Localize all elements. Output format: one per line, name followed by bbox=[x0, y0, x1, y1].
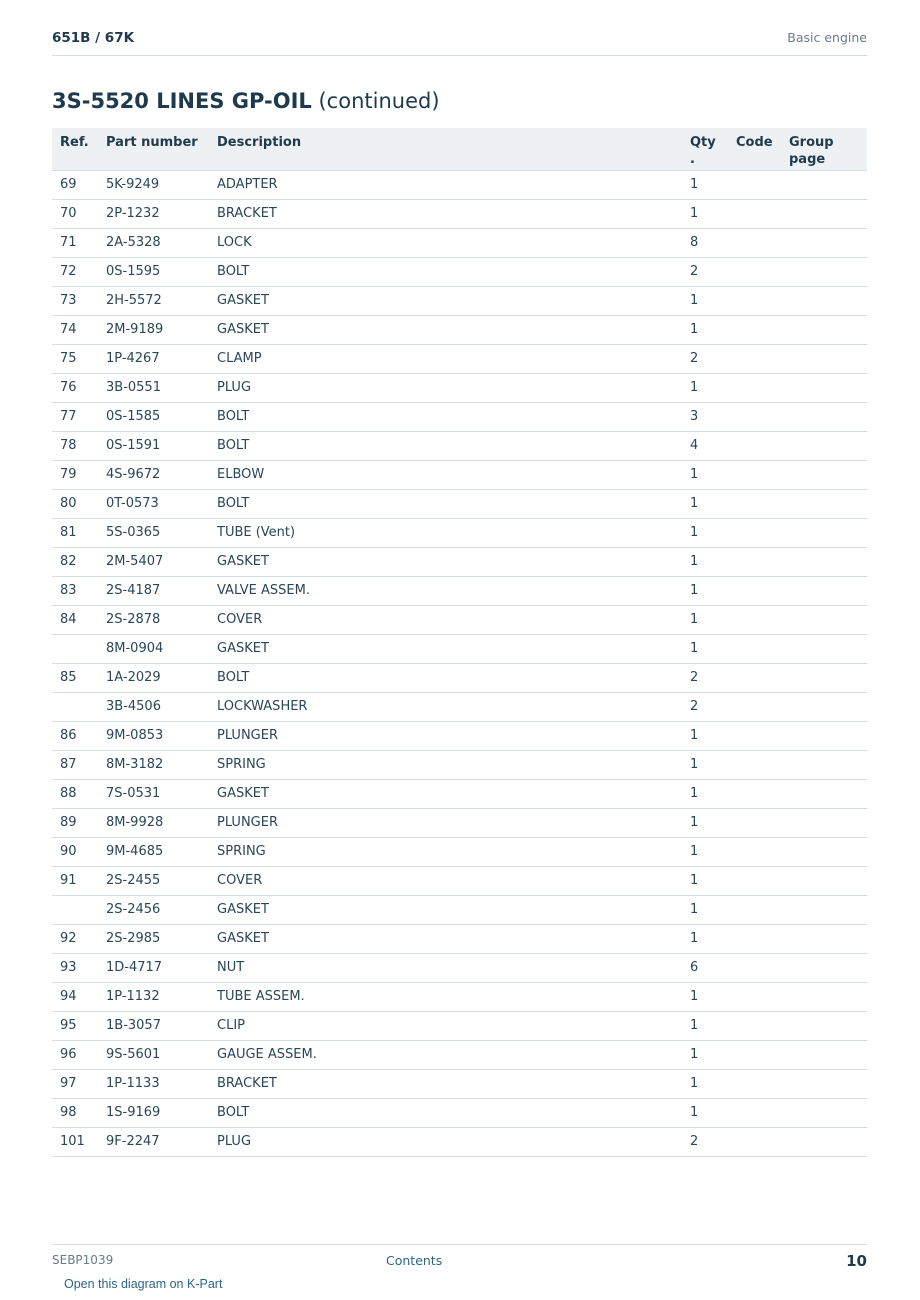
cell-part-number: 9M-0853 bbox=[98, 721, 209, 750]
cell-qty: 1 bbox=[682, 982, 728, 1011]
cell-ref: 88 bbox=[52, 779, 98, 808]
cell-ref: 69 bbox=[52, 170, 98, 199]
cell-description: COVER bbox=[209, 866, 682, 895]
cell-qty: 1 bbox=[682, 1011, 728, 1040]
cell-group-page bbox=[781, 576, 867, 605]
cell-part-number: 7S-0531 bbox=[98, 779, 209, 808]
cell-group-page bbox=[781, 808, 867, 837]
cell-description: BOLT bbox=[209, 1098, 682, 1127]
cell-part-number: 2S-2456 bbox=[98, 895, 209, 924]
cell-qty: 1 bbox=[682, 489, 728, 518]
cell-qty: 1 bbox=[682, 750, 728, 779]
cell-code bbox=[728, 1127, 781, 1156]
cell-description: COVER bbox=[209, 605, 682, 634]
cell-ref: 80 bbox=[52, 489, 98, 518]
table-row bbox=[52, 895, 867, 924]
cell-code bbox=[728, 1040, 781, 1069]
cell-ref: 83 bbox=[52, 576, 98, 605]
table-row bbox=[52, 750, 867, 779]
cell-group-page bbox=[781, 779, 867, 808]
cell-code bbox=[728, 489, 781, 518]
table-row bbox=[52, 518, 867, 547]
cell-code bbox=[728, 257, 781, 286]
cell-ref: 81 bbox=[52, 518, 98, 547]
cell-part-number: 1A-2029 bbox=[98, 663, 209, 692]
cell-qty: 2 bbox=[682, 1127, 728, 1156]
table-row bbox=[52, 634, 867, 663]
cell-ref: 89 bbox=[52, 808, 98, 837]
cell-qty: 1 bbox=[682, 315, 728, 344]
cell-ref: 74 bbox=[52, 315, 98, 344]
cell-qty: 1 bbox=[682, 1098, 728, 1127]
cell-ref: 95 bbox=[52, 1011, 98, 1040]
cell-description: SPRING bbox=[209, 837, 682, 866]
cell-qty: 1 bbox=[682, 634, 728, 663]
page-title bbox=[52, 89, 440, 113]
cell-part-number: 1P-4267 bbox=[98, 344, 209, 373]
cell-group-page bbox=[781, 460, 867, 489]
cell-ref: 79 bbox=[52, 460, 98, 489]
cell-ref: 70 bbox=[52, 199, 98, 228]
cell-group-page bbox=[781, 1011, 867, 1040]
table-row bbox=[52, 402, 867, 431]
cell-description: LOCK bbox=[209, 228, 682, 257]
cell-ref: 91 bbox=[52, 866, 98, 895]
cell-part-number: 2S-2455 bbox=[98, 866, 209, 895]
cell-description: LOCKWASHER bbox=[209, 692, 682, 721]
cell-ref: 77 bbox=[52, 402, 98, 431]
parts-table bbox=[52, 128, 867, 1157]
table-row bbox=[52, 489, 867, 518]
cell-code bbox=[728, 866, 781, 895]
cell-group-page bbox=[781, 634, 867, 663]
cell-code bbox=[728, 315, 781, 344]
cell-ref: 94 bbox=[52, 982, 98, 1011]
cell-part-number: 3B-0551 bbox=[98, 373, 209, 402]
table-row bbox=[52, 924, 867, 953]
table-row bbox=[52, 257, 867, 286]
cell-description: GASKET bbox=[209, 634, 682, 663]
cell-code bbox=[728, 663, 781, 692]
cell-qty: 1 bbox=[682, 547, 728, 576]
table-row bbox=[52, 721, 867, 750]
cell-code bbox=[728, 344, 781, 373]
cell-description: GASKET bbox=[209, 924, 682, 953]
cell-group-page bbox=[781, 982, 867, 1011]
cell-description: CLIP bbox=[209, 1011, 682, 1040]
cell-description: ADAPTER bbox=[209, 170, 682, 199]
cell-part-number: 5S-0365 bbox=[98, 518, 209, 547]
cell-code bbox=[728, 576, 781, 605]
cell-qty: 1 bbox=[682, 837, 728, 866]
table-row bbox=[52, 170, 867, 199]
cell-group-page bbox=[781, 866, 867, 895]
cell-part-number: 0T-0573 bbox=[98, 489, 209, 518]
cell-description: PLUG bbox=[209, 373, 682, 402]
cell-qty: 1 bbox=[682, 1069, 728, 1098]
table-row bbox=[52, 1098, 867, 1127]
cell-code bbox=[728, 1011, 781, 1040]
cell-description: PLUNGER bbox=[209, 808, 682, 837]
open-kpart-link[interactable]: Open this diagram on K-Part bbox=[64, 1277, 223, 1291]
cell-part-number: 8M-9928 bbox=[98, 808, 209, 837]
col-header-description: Description bbox=[209, 128, 682, 170]
cell-code bbox=[728, 895, 781, 924]
cell-qty: 1 bbox=[682, 373, 728, 402]
cell-group-page bbox=[781, 228, 867, 257]
cell-code bbox=[728, 837, 781, 866]
table-row bbox=[52, 837, 867, 866]
table-row bbox=[52, 953, 867, 982]
cell-ref: 97 bbox=[52, 1069, 98, 1098]
cell-ref bbox=[52, 634, 98, 663]
cell-qty: 2 bbox=[682, 257, 728, 286]
parts-table-body bbox=[52, 170, 867, 1156]
cell-group-page bbox=[781, 692, 867, 721]
cell-code bbox=[728, 373, 781, 402]
cell-qty: 2 bbox=[682, 344, 728, 373]
cell-code bbox=[728, 692, 781, 721]
cell-qty: 1 bbox=[682, 605, 728, 634]
cell-qty: 8 bbox=[682, 228, 728, 257]
table-row bbox=[52, 692, 867, 721]
cell-group-page bbox=[781, 1127, 867, 1156]
cell-description: TUBE (Vent) bbox=[209, 518, 682, 547]
cell-group-page bbox=[781, 170, 867, 199]
cell-ref: 87 bbox=[52, 750, 98, 779]
cell-qty: 2 bbox=[682, 692, 728, 721]
cell-ref bbox=[52, 692, 98, 721]
table-row bbox=[52, 199, 867, 228]
table-row bbox=[52, 1127, 867, 1156]
cell-description: BOLT bbox=[209, 663, 682, 692]
cell-ref: 85 bbox=[52, 663, 98, 692]
cell-code bbox=[728, 518, 781, 547]
cell-group-page bbox=[781, 837, 867, 866]
cell-code bbox=[728, 982, 781, 1011]
cell-ref: 84 bbox=[52, 605, 98, 634]
cell-qty: 1 bbox=[682, 199, 728, 228]
cell-ref: 93 bbox=[52, 953, 98, 982]
cell-ref: 76 bbox=[52, 373, 98, 402]
cell-description: BOLT bbox=[209, 431, 682, 460]
cell-part-number: 2H-5572 bbox=[98, 286, 209, 315]
cell-part-number: 4S-9672 bbox=[98, 460, 209, 489]
cell-part-number: 2M-5407 bbox=[98, 547, 209, 576]
cell-code bbox=[728, 286, 781, 315]
cell-group-page bbox=[781, 315, 867, 344]
cell-part-number: 2P-1232 bbox=[98, 199, 209, 228]
cell-group-page bbox=[781, 518, 867, 547]
cell-qty: 6 bbox=[682, 953, 728, 982]
table-row bbox=[52, 576, 867, 605]
cell-part-number: 2M-9189 bbox=[98, 315, 209, 344]
cell-ref: 90 bbox=[52, 837, 98, 866]
cell-description: GASKET bbox=[209, 315, 682, 344]
title-continued: (continued) bbox=[318, 89, 440, 113]
cell-code bbox=[728, 953, 781, 982]
col-header-qty: Qty . bbox=[682, 128, 728, 170]
cell-ref: 72 bbox=[52, 257, 98, 286]
table-row bbox=[52, 663, 867, 692]
cell-description: PLUG bbox=[209, 1127, 682, 1156]
cell-code bbox=[728, 634, 781, 663]
cell-qty: 2 bbox=[682, 663, 728, 692]
cell-qty: 1 bbox=[682, 808, 728, 837]
cell-part-number: 0S-1585 bbox=[98, 402, 209, 431]
col-header-code: Code bbox=[728, 128, 781, 170]
table-row bbox=[52, 373, 867, 402]
cell-description: GASKET bbox=[209, 286, 682, 315]
cell-description: BRACKET bbox=[209, 199, 682, 228]
cell-description: PLUNGER bbox=[209, 721, 682, 750]
cell-qty: 1 bbox=[682, 576, 728, 605]
cell-part-number: 2S-4187 bbox=[98, 576, 209, 605]
cell-part-number: 1S-9169 bbox=[98, 1098, 209, 1127]
contents-link[interactable]: Contents bbox=[386, 1253, 443, 1268]
cell-code bbox=[728, 228, 781, 257]
cell-qty: 4 bbox=[682, 431, 728, 460]
cell-group-page bbox=[781, 1098, 867, 1127]
cell-code bbox=[728, 808, 781, 837]
cell-qty: 1 bbox=[682, 518, 728, 547]
page-number: 10 bbox=[846, 1252, 867, 1270]
cell-group-page bbox=[781, 721, 867, 750]
cell-description: VALVE ASSEM. bbox=[209, 576, 682, 605]
cell-qty: 1 bbox=[682, 1040, 728, 1069]
cell-ref bbox=[52, 895, 98, 924]
cell-ref: 86 bbox=[52, 721, 98, 750]
cell-qty: 3 bbox=[682, 402, 728, 431]
cell-description: BOLT bbox=[209, 257, 682, 286]
model-label: 651B / 67K bbox=[52, 30, 135, 46]
footer-divider bbox=[52, 1244, 867, 1245]
cell-group-page bbox=[781, 1040, 867, 1069]
cell-qty: 1 bbox=[682, 779, 728, 808]
cell-ref: 98 bbox=[52, 1098, 98, 1127]
table-row bbox=[52, 982, 867, 1011]
table-row bbox=[52, 460, 867, 489]
cell-group-page bbox=[781, 750, 867, 779]
cell-part-number: 0S-1595 bbox=[98, 257, 209, 286]
cell-group-page bbox=[781, 286, 867, 315]
table-row bbox=[52, 808, 867, 837]
cell-qty: 1 bbox=[682, 895, 728, 924]
document-id: SEBP1039 bbox=[52, 1253, 114, 1267]
cell-part-number: 0S-1591 bbox=[98, 431, 209, 460]
cell-group-page bbox=[781, 895, 867, 924]
cell-description: TUBE ASSEM. bbox=[209, 982, 682, 1011]
cell-code bbox=[728, 750, 781, 779]
table-row bbox=[52, 1011, 867, 1040]
cell-description: BRACKET bbox=[209, 1069, 682, 1098]
cell-qty: 1 bbox=[682, 866, 728, 895]
cell-code bbox=[728, 924, 781, 953]
cell-part-number: 1P-1133 bbox=[98, 1069, 209, 1098]
cell-ref: 73 bbox=[52, 286, 98, 315]
cell-part-number: 1D-4717 bbox=[98, 953, 209, 982]
cell-code bbox=[728, 460, 781, 489]
cell-group-page bbox=[781, 953, 867, 982]
cell-qty: 1 bbox=[682, 286, 728, 315]
table-row bbox=[52, 1040, 867, 1069]
cell-group-page bbox=[781, 1069, 867, 1098]
col-header-part-number: Part number bbox=[98, 128, 209, 170]
table-row bbox=[52, 779, 867, 808]
cell-ref: 101 bbox=[52, 1127, 98, 1156]
table-header-row bbox=[52, 128, 867, 170]
cell-code bbox=[728, 402, 781, 431]
cell-ref: 71 bbox=[52, 228, 98, 257]
cell-description: GASKET bbox=[209, 779, 682, 808]
cell-description: GAUGE ASSEM. bbox=[209, 1040, 682, 1069]
cell-description: CLAMP bbox=[209, 344, 682, 373]
col-header-ref: Ref. bbox=[52, 128, 98, 170]
cell-part-number: 9F-2247 bbox=[98, 1127, 209, 1156]
cell-group-page bbox=[781, 402, 867, 431]
cell-group-page bbox=[781, 663, 867, 692]
cell-ref: 82 bbox=[52, 547, 98, 576]
cell-code bbox=[728, 547, 781, 576]
cell-part-number: 1B-3057 bbox=[98, 1011, 209, 1040]
cell-code bbox=[728, 431, 781, 460]
cell-description: ELBOW bbox=[209, 460, 682, 489]
table-row bbox=[52, 547, 867, 576]
cell-group-page bbox=[781, 547, 867, 576]
cell-description: BOLT bbox=[209, 489, 682, 518]
cell-code bbox=[728, 721, 781, 750]
table-row bbox=[52, 605, 867, 634]
table-row bbox=[52, 344, 867, 373]
cell-part-number: 2S-2985 bbox=[98, 924, 209, 953]
table-row bbox=[52, 431, 867, 460]
cell-qty: 1 bbox=[682, 460, 728, 489]
cell-description: SPRING bbox=[209, 750, 682, 779]
cell-group-page bbox=[781, 199, 867, 228]
table-row bbox=[52, 1069, 867, 1098]
cell-qty: 1 bbox=[682, 721, 728, 750]
cell-ref: 92 bbox=[52, 924, 98, 953]
cell-description: GASKET bbox=[209, 547, 682, 576]
cell-group-page bbox=[781, 373, 867, 402]
cell-code bbox=[728, 170, 781, 199]
page-header bbox=[52, 28, 867, 56]
cell-description: BOLT bbox=[209, 402, 682, 431]
cell-group-page bbox=[781, 344, 867, 373]
cell-description: GASKET bbox=[209, 895, 682, 924]
cell-qty: 1 bbox=[682, 924, 728, 953]
cell-group-page bbox=[781, 431, 867, 460]
cell-code bbox=[728, 199, 781, 228]
col-header-group-page: Group page bbox=[781, 128, 867, 170]
cell-ref: 75 bbox=[52, 344, 98, 373]
cell-part-number: 2A-5328 bbox=[98, 228, 209, 257]
cell-code bbox=[728, 605, 781, 634]
table-row bbox=[52, 286, 867, 315]
cell-code bbox=[728, 779, 781, 808]
table-row bbox=[52, 866, 867, 895]
cell-part-number: 1P-1132 bbox=[98, 982, 209, 1011]
table-row bbox=[52, 315, 867, 344]
section-label: Basic engine bbox=[787, 30, 867, 45]
cell-group-page bbox=[781, 924, 867, 953]
cell-part-number: 3B-4506 bbox=[98, 692, 209, 721]
title-part-group: 3S-5520 LINES GP-OIL bbox=[52, 89, 312, 113]
cell-part-number: 5K-9249 bbox=[98, 170, 209, 199]
cell-part-number: 9S-5601 bbox=[98, 1040, 209, 1069]
cell-part-number: 8M-0904 bbox=[98, 634, 209, 663]
cell-ref: 96 bbox=[52, 1040, 98, 1069]
cell-ref: 78 bbox=[52, 431, 98, 460]
cell-code bbox=[728, 1098, 781, 1127]
cell-code bbox=[728, 1069, 781, 1098]
table-row bbox=[52, 228, 867, 257]
cell-part-number: 9M-4685 bbox=[98, 837, 209, 866]
cell-group-page bbox=[781, 489, 867, 518]
cell-description: NUT bbox=[209, 953, 682, 982]
cell-part-number: 8M-3182 bbox=[98, 750, 209, 779]
cell-qty: 1 bbox=[682, 170, 728, 199]
cell-group-page bbox=[781, 257, 867, 286]
cell-part-number: 2S-2878 bbox=[98, 605, 209, 634]
cell-group-page bbox=[781, 605, 867, 634]
